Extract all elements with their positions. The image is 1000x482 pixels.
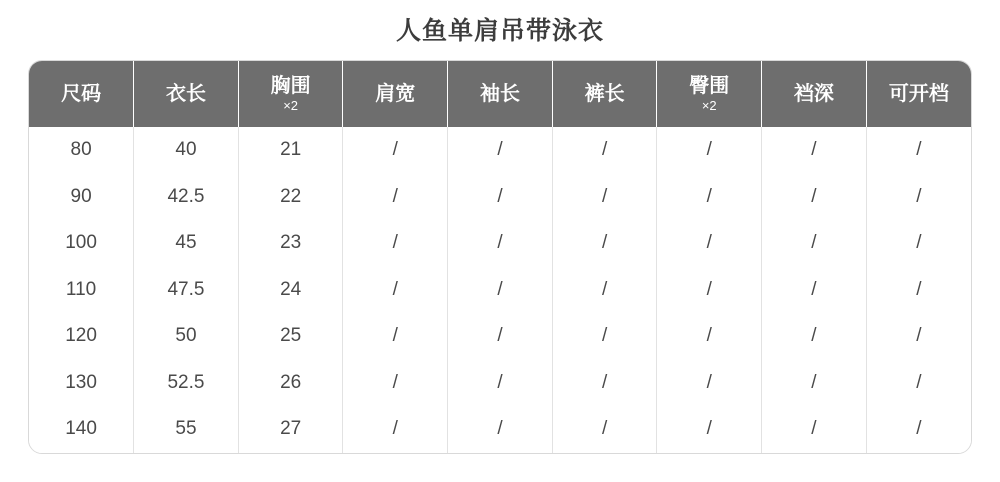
header-label: 臀围: [689, 74, 730, 97]
cell-crotch-depth: /: [762, 360, 867, 407]
cell-open-crotch: /: [866, 220, 971, 267]
table-row: [29, 127, 971, 174]
cell-hip: /: [657, 220, 762, 267]
header-label: 裤长: [584, 83, 625, 105]
cell-hip: /: [657, 127, 762, 174]
table-row: [29, 174, 971, 221]
cell-hip: /: [657, 313, 762, 360]
cell-shoulder: /: [343, 220, 448, 267]
cell-pants-length: /: [552, 360, 657, 407]
cell-open-crotch: /: [866, 360, 971, 407]
column-header-sleeve: [448, 61, 553, 127]
cell-sleeve: /: [448, 267, 553, 314]
cell-length: 55: [134, 406, 239, 453]
cell-pants-length: /: [552, 406, 657, 453]
cell-hip: /: [657, 267, 762, 314]
header-sublabel: ×2: [283, 97, 299, 113]
cell-crotch-depth: /: [762, 313, 867, 360]
cell-crotch-depth: /: [762, 406, 867, 453]
cell-shoulder: /: [343, 406, 448, 453]
cell-shoulder: /: [343, 267, 448, 314]
header-label: 袖长: [479, 83, 520, 105]
header-label: 胸围: [270, 74, 311, 97]
cell-shoulder: /: [343, 313, 448, 360]
cell-pants-length: /: [552, 313, 657, 360]
cell-sleeve: /: [448, 174, 553, 221]
header-label: 裆深: [793, 83, 834, 105]
table-row: [29, 313, 971, 360]
column-header-bust: [238, 61, 343, 127]
column-header-pants-length: [552, 61, 657, 127]
cell-pants-length: /: [552, 267, 657, 314]
table-header: [29, 61, 971, 127]
cell-size: 120: [29, 313, 134, 360]
cell-size: 80: [29, 127, 134, 174]
cell-size: 100: [29, 220, 134, 267]
column-header-crotch-depth: [762, 61, 867, 127]
cell-crotch-depth: /: [762, 174, 867, 221]
cell-shoulder: /: [343, 174, 448, 221]
table-row: [29, 360, 971, 407]
cell-length: 42.5: [134, 174, 239, 221]
column-header-length: [134, 61, 239, 127]
column-header-shoulder: [343, 61, 448, 127]
cell-size: 90: [29, 174, 134, 221]
cell-bust: 23: [238, 220, 343, 267]
cell-crotch-depth: /: [762, 267, 867, 314]
cell-bust: 26: [238, 360, 343, 407]
size-table: [29, 61, 971, 453]
cell-length: 47.5: [134, 267, 239, 314]
cell-crotch-depth: /: [762, 220, 867, 267]
size-table-container: [28, 60, 972, 454]
cell-sleeve: /: [448, 406, 553, 453]
cell-hip: /: [657, 360, 762, 407]
cell-pants-length: /: [552, 174, 657, 221]
cell-length: 52.5: [134, 360, 239, 407]
cell-open-crotch: /: [866, 267, 971, 314]
cell-bust: 24: [238, 267, 343, 314]
cell-bust: 21: [238, 127, 343, 174]
cell-length: 45: [134, 220, 239, 267]
cell-length: 40: [134, 127, 239, 174]
cell-sleeve: /: [448, 313, 553, 360]
cell-open-crotch: /: [866, 406, 971, 453]
header-label: 肩宽: [375, 83, 416, 105]
table-body: [29, 127, 971, 453]
page-title: 人鱼单肩吊带泳衣: [395, 17, 604, 45]
cell-sleeve: /: [448, 127, 553, 174]
cell-crotch-depth: /: [762, 127, 867, 174]
cell-shoulder: /: [343, 360, 448, 407]
header-row: [29, 61, 971, 127]
table-row: [29, 267, 971, 314]
cell-shoulder: /: [343, 127, 448, 174]
cell-open-crotch: /: [866, 313, 971, 360]
cell-sleeve: /: [448, 220, 553, 267]
cell-bust: 25: [238, 313, 343, 360]
header-label: 衣长: [165, 83, 206, 105]
header-label: 可开档: [888, 83, 949, 105]
cell-hip: /: [657, 174, 762, 221]
cell-open-crotch: /: [866, 174, 971, 221]
cell-size: 130: [29, 360, 134, 407]
cell-pants-length: /: [552, 127, 657, 174]
table-row: [29, 406, 971, 453]
header-sublabel: ×2: [701, 97, 717, 113]
cell-bust: 22: [238, 174, 343, 221]
cell-hip: /: [657, 406, 762, 453]
cell-size: 110: [29, 267, 134, 314]
cell-sleeve: /: [448, 360, 553, 407]
cell-size: 140: [29, 406, 134, 453]
column-header-hip: [657, 61, 762, 127]
table-row: [29, 220, 971, 267]
column-header-size: [29, 61, 134, 127]
cell-length: 50: [134, 313, 239, 360]
cell-bust: 27: [238, 406, 343, 453]
header-label: 尺码: [61, 83, 102, 105]
cell-pants-length: /: [552, 220, 657, 267]
cell-open-crotch: /: [866, 127, 971, 174]
column-header-open-crotch: [866, 61, 971, 127]
